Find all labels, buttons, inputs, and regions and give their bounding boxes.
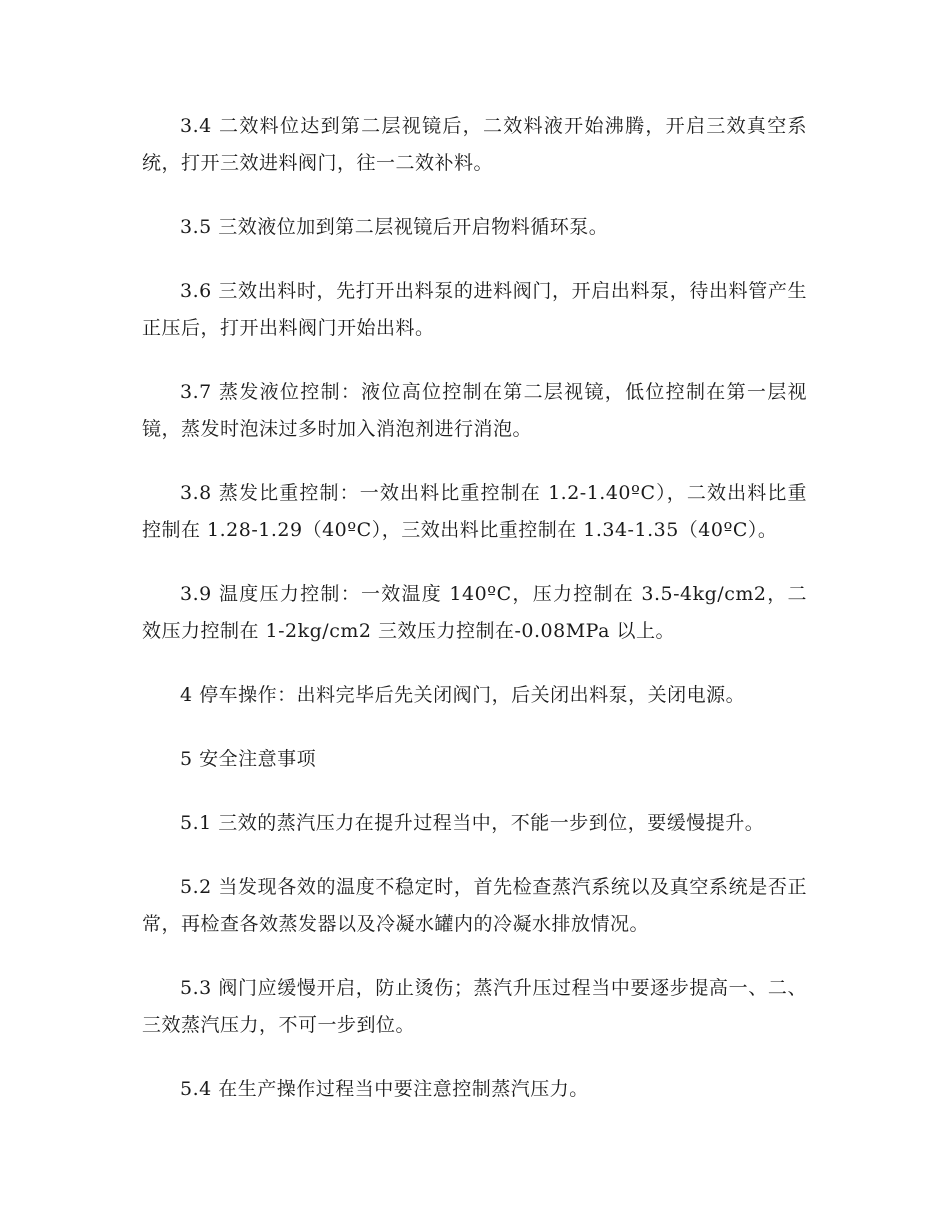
paragraph-5-1: 5.1 三效的蒸汽压力在提升过程当中，不能一步到位，要缓慢提升。 [180, 812, 765, 834]
paragraph-3-4: 3.4 二效料位达到第二层视镜后，二效料液开始沸腾，开启三效真空系统，打开三效进料阀门，往一二效补料。 [142, 115, 807, 174]
paragraph-5-4: 5.4 在生产操作过程当中要注意控制蒸汽压力。 [180, 1078, 589, 1100]
paragraph-3-7: 3.7 蒸发液位控制：液位高位控制在第二层视镜，低位控制在第一层视镜，蒸发时泡沫过多时加入消泡剂进行消泡。 [142, 381, 807, 440]
paragraph-5-2: 5.2 当发现各效的温度不稳定时，首先检查蒸汽系统以及真空系统是否正常，再检查各效蒸发器以及冷凝水罐内的冷凝水排放情况。 [142, 876, 807, 935]
paragraph-3-5: 3.5 三效液位加到第二层视镜后开启物料循环泵。 [180, 216, 609, 238]
paragraph-4-shutdown: 4 停车操作：出料完毕后先关闭阀门，后关闭出料泵，关闭电源。 [180, 684, 746, 706]
paragraph-3-6: 3.6 三效出料时，先打开出料泵的进料阀门，开启出料泵，待出料管产生正压后，打开出料阀门开始出料。 [142, 280, 807, 339]
paragraph-5-3: 5.3 阀门应缓慢开启，防止烫伤；蒸汽升压过程当中要逐步提高一、二、三效蒸汽压力，不可一步到位。 [142, 977, 807, 1036]
paragraph-3-8: 3.8 蒸发比重控制：一效出料比重控制在 1.2-1.40ºC），二效出料比重控制在 1.28-1.29（40ºC），三效出料比重控制在 1.34-1.35（40ºC）。 [142, 482, 807, 541]
document-body [142, 108, 807, 1135]
paragraph-3-9: 3.9 温度压力控制：一效温度 140ºC，压力控制在 3.5-4kg/cm2，二效压力控制在 1-2kg/cm2 三效压力控制在-0.08MPa 以上。 [142, 583, 807, 642]
section-heading-5-safety: 5 安全注意事项 [180, 748, 317, 770]
